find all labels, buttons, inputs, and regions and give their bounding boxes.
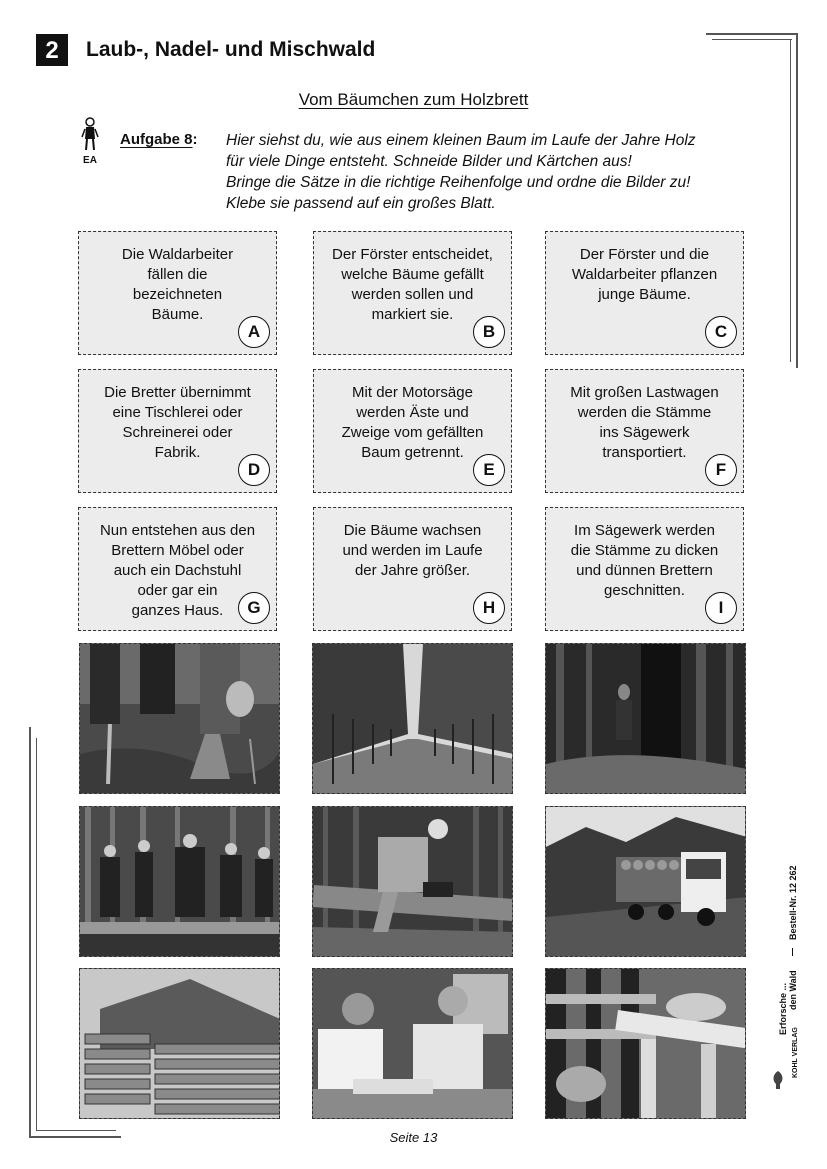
page-title: Laub-, Nadel- und Mischwald (86, 38, 376, 61)
cut-out-card-f (545, 369, 744, 493)
book-title-line-2: den Wald (788, 970, 798, 1010)
photo-sawmill-board-stacks (79, 968, 280, 1119)
card-text: Der Förster entscheidet, welche Bäume gefällt werden sollen und markiert sie. (332, 246, 493, 323)
card-text: Im Sägewerk werden die Stämme zu dicken und dünnen Brettern geschnitten. (570, 522, 719, 599)
photo-forester-marking-trees (545, 643, 746, 794)
card-letter-circle: B (473, 316, 505, 348)
chapter-number-badge: 2 (36, 34, 68, 66)
imprint-divider (792, 948, 793, 956)
task-line: Bringe die Sätze in die richtige Reihenfolge und ordne die Bilder zu! (226, 174, 691, 191)
cut-out-card-e (313, 369, 512, 493)
frame-line-left-inner (36, 738, 37, 1131)
cut-out-card-h (313, 507, 512, 631)
photo-log-truck (545, 806, 746, 957)
card-letter-circle: G (238, 592, 270, 624)
card-letter-circle: A (238, 316, 270, 348)
task-label-text: Aufgabe 8 (120, 131, 193, 148)
worksheet-subtitle: Vom Bäumchen zum Holzbrett (298, 90, 529, 109)
work-mode-label: EA (83, 155, 97, 166)
photo-chainsaw-delimbing (312, 806, 513, 957)
card-letter-circle: C (705, 316, 737, 348)
card-text: Die Waldarbeiter fällen die bezeichneten Bäume. (121, 246, 234, 323)
publisher-imprint (770, 860, 810, 1110)
task-label (120, 131, 198, 148)
task-instructions (226, 130, 786, 214)
card-text: Die Bretter übernimmt eine Tischlerei oder Schreinerei oder Fabrik. (104, 384, 251, 461)
card-text: Mit der Motorsäge werden Äste und Zweige vom gefällten Baum getrennt. (341, 384, 484, 461)
frame-line-right-inner (790, 39, 791, 362)
photo-carpentry-workshop (312, 968, 513, 1119)
frame-line-left (29, 727, 31, 1138)
card-letter-circle: D (238, 454, 270, 486)
card-text: Die Bäume wachsen und werden im Laufe der Jahre größer. (342, 522, 483, 579)
order-number: Bestell-Nr. 12 262 (788, 865, 798, 940)
card-text: Mit großen Lastwagen werden die Stämme ins Sägewerk transportiert. (570, 384, 719, 461)
book-title-line-1: Erforsche ... (778, 982, 788, 1035)
frame-line-right (796, 33, 798, 368)
card-text: Nun entstehen aus den Brettern Möbel oder auch ein Dachstuhl oder gar ein ganzes Haus. (99, 522, 256, 619)
cut-out-card-b (313, 231, 512, 355)
frame-line-top-inner (712, 39, 792, 40)
frame-line-top (706, 33, 798, 35)
card-letter-circle: H (473, 592, 505, 624)
cut-out-card-g (78, 507, 277, 631)
task-line: Hier siehst du, wie aus einem kleinen Baum im Laufe der Jahre Holz (226, 132, 696, 149)
card-letter-circle: E (473, 454, 505, 486)
cut-out-card-c (545, 231, 744, 355)
photo-furniture-construction (545, 968, 746, 1119)
photo-young-tree-plantation (312, 643, 513, 794)
photo-planting-saplings (79, 643, 280, 794)
publisher-logo-icon (770, 1070, 786, 1090)
card-letter-circle: F (705, 454, 737, 486)
task-label-colon: : (192, 131, 198, 148)
cut-out-card-d (78, 369, 277, 493)
cut-out-card-i (545, 507, 744, 631)
photo-forest-workers-felling (79, 806, 280, 957)
task-line: für viele Dinge entsteht. Schneide Bilder und Kärtchen aus! (226, 153, 632, 170)
publisher-name: KOHL VERLAG (792, 1027, 799, 1078)
card-letter-circle: I (705, 592, 737, 624)
task-line: Klebe sie passend auf ein großes Blatt. (226, 195, 496, 212)
cut-out-card-a (78, 231, 277, 355)
card-text: Der Förster und die Waldarbeiter pflanzen junge Bäume. (571, 246, 718, 303)
page-number: Seite 13 (389, 1130, 438, 1145)
